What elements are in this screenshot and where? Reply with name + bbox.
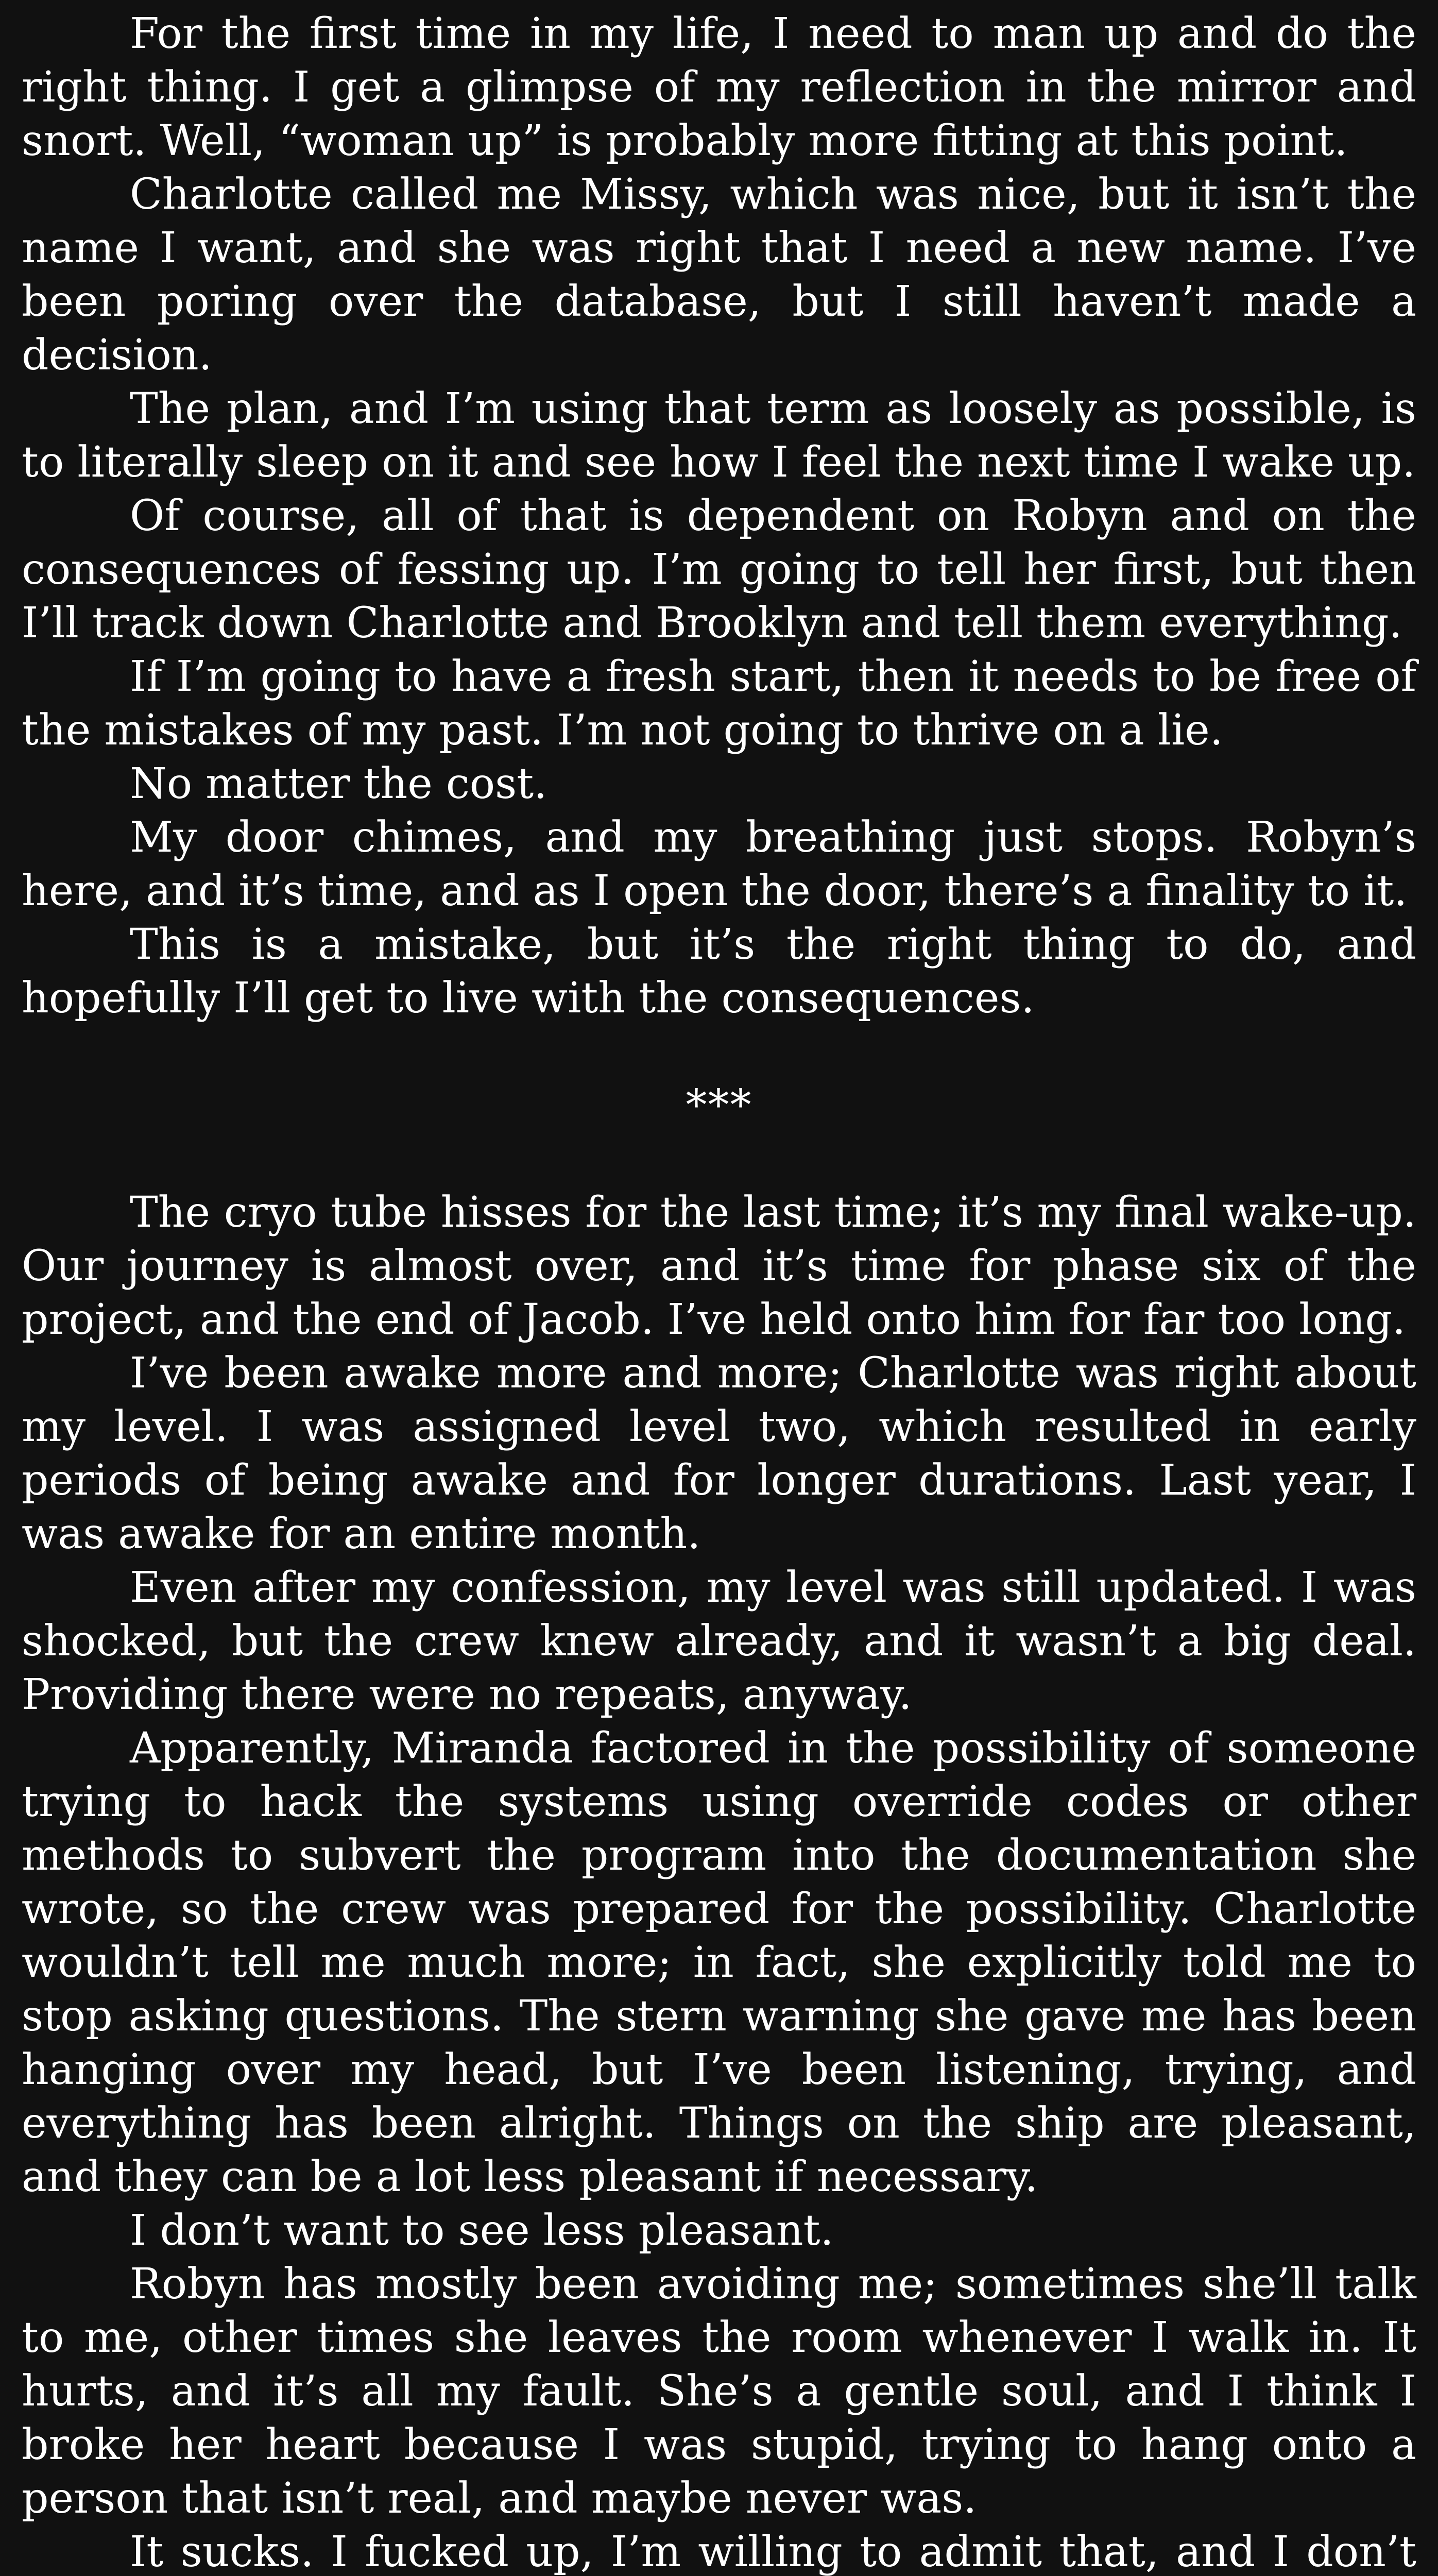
book-page: [22, 7, 1416, 2576]
paragraph: My door chimes, and my breathing just stops. Robyn’s here, and it’s time, and as I open the door, there’s a finality to it.: [22, 813, 1416, 916]
paragraph: I’ve been awake more and more; Charlotte was right about my level. I was assigned level two, which resulted in early periods of being awake and for longer durations. Last year, I was awake for an entire month.: [22, 1349, 1416, 1558]
paragraph: Apparently, Miranda factored in the possibility of someone trying to hack the systems using override codes or other methods to subvert the program into the documentation she wrote, so the crew was prepared for the possibility. Charlotte wouldn’t tell me much more; in fact, she explicitly told me to stop asking questions. The stern warning she gave me has been hanging over my head, but I’ve been listening, trying, and everything has been alright. Things on the ship are pleasant, and they can be a lot less pleasant if necessary.: [22, 1724, 1416, 2201]
paragraph: The cryo tube hisses for the last time; it’s my final wake-up. Our journey is almost over, and it’s time for phase six of the project, and the end of Jacob. I’ve held onto him for far too long.: [22, 1188, 1416, 1344]
paragraph: This is a mistake, but it’s the right thing to do, and hopefully I’ll get to live with the consequences.: [22, 920, 1416, 1023]
section-two: [22, 1186, 1416, 2576]
paragraph: Of course, all of that is dependent on Robyn and on the consequences of fessing up. I’m going to tell her first, but then I’ll track down Charlotte and Brooklyn and tell them everything.: [22, 492, 1416, 648]
paragraph: The plan, and I’m using that term as loosely as possible, is to literally sleep on it and see how I feel the next time I wake up.: [22, 384, 1416, 487]
section-one: [22, 7, 1416, 1025]
paragraph: Charlotte called me Missy, which was nice, but it isn’t the name I want, and she was right that I need a new name. I’ve been poring over the database, but I still haven’t made a decision.: [22, 170, 1416, 380]
paragraph: Even after my confession, my level was still updated. I was shocked, but the crew knew already, and it wasn’t a big deal. Providing there were no repeats, anyway.: [22, 1563, 1416, 1719]
paragraph: Robyn has mostly been avoiding me; sometimes she’ll talk to me, other times she leaves the room whenever I walk in. It hurts, and it’s all my fault. She’s a gentle soul, and I think I broke her heart because I was stupid, trying to hang onto a person that isn’t real, and maybe never was.: [22, 2260, 1416, 2523]
paragraph: No matter the cost.: [130, 759, 547, 808]
paragraph: For the first time in my life, I need to man up and do the right thing. I get a glimpse of my reflection in the mirror and snort. Well, “woman up” is probably more fitting at this point.: [22, 9, 1416, 165]
paragraph: If I’m going to have a fresh start, then it needs to be free of the mistakes of my past. I’m not going to thrive on a lie.: [22, 652, 1416, 755]
scene-break: ***: [686, 1081, 752, 1130]
paragraph: It sucks. I fucked up, I’m willing to admit that, and I don’t: [130, 2528, 1416, 2576]
paragraph: I don’t want to see less pleasant.: [130, 2206, 834, 2255]
